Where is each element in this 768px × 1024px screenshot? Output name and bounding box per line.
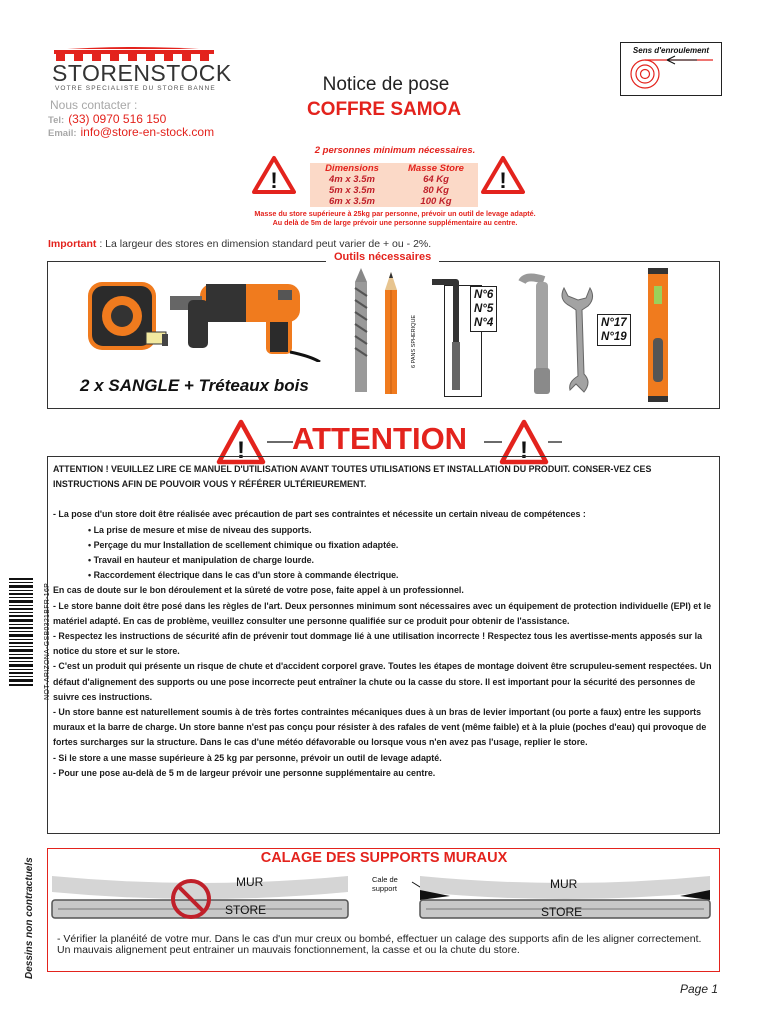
wall-label: MUR: [550, 877, 578, 891]
dimension-cell: 6m x 3.5m: [310, 196, 394, 207]
weight-note-2: Au delà de 5m de large prévoir une personne supplémentaire au centre.: [272, 218, 518, 227]
persons-note: 2 personnes minimum nécessaires.: [314, 145, 476, 156]
table-row: [310, 174, 478, 185]
mass-cell: 64 Kg: [394, 174, 478, 185]
attention-paragraph: - C'est un produit qui présente un risque de chute et d'accident corporel grave. Toutes les étapes de montage doivent être scrupuleu-sement respectées. Un défaut d'alignement des supports ou une pose incorrecte peut entraîner la chute ou la casse du store. Il est important pour la sécurité des personnes de suivre ces instructions.: [53, 661, 712, 702]
dessins-note: Dessins non contractuels: [24, 857, 35, 979]
winding-direction-label: Sens d'enroulement: [632, 46, 710, 55]
table-row: [310, 196, 478, 207]
important-note: [48, 238, 431, 250]
spirit-level-icon: [645, 268, 671, 402]
dimension-cell: 5m x 3.5m: [310, 185, 394, 196]
calage-title: CALAGE DES SUPPORTS MURAUX: [260, 850, 508, 866]
attention-paragraph: En cas de doute sur le bon déroulement et la sûreté de votre pose, faite appel à un professionnel.: [53, 585, 464, 596]
wall-label: MUR: [236, 875, 264, 889]
warning-icon: [481, 155, 525, 195]
attention-paragraph: - La pose d'un store doit être réalisée avec précaution de part ses contraintes et nécessite un certain niveau de compétences :: [53, 509, 586, 520]
wrench-size: N°19: [601, 331, 627, 343]
winding-direction-icon: [627, 55, 717, 95]
hex-size: N°4: [474, 317, 494, 329]
tel-key: Tel:: [48, 115, 65, 126]
logo-text: STORENSTOCK: [52, 60, 232, 86]
dimension-cell: 4m x 3.5m: [310, 174, 394, 185]
winding-direction-box: [620, 42, 722, 96]
attention-paragraph: - Un store banne est naturellement soumis à de très fortes contraintes mécaniques dues à un bras de levier important (ou porte a faux) entre les supports muraux et la barre de charge. Un store banne n'est pas conçu pour résister à des rafales de vent (même faible) et à la pluie (poches d'eau) qui provoque de fortes surcharges sur la structure. Dans le cas d'une météo défavorable ou lorsque vous n'en avez pas l'usage, replier le store.: [53, 707, 707, 748]
drill-icon: [170, 272, 330, 362]
weight-note-1: Masse du store supérieure à 25kg par personne, prévoir un outil de levage adapté.: [254, 209, 536, 218]
product-title: COFFRE SAMOA: [306, 99, 462, 120]
svg-text:!: !: [499, 168, 507, 193]
attention-paragraph: - Si le store a une masse supérieure à 25 kg par personne, prévoir un outil de levage adapté.: [53, 752, 442, 763]
attention-bullet: • Travail en hauteur et manipulation de charge lourde.: [88, 555, 315, 566]
important-label: Important: [48, 238, 97, 250]
drill-bit-icon: [350, 268, 372, 396]
attention-paragraph: - Pour une pose au-delà de 5 m de largeur prévoir une personne supplémentaire au centre.: [53, 767, 436, 778]
tools-title: Outils nécessaires: [326, 251, 439, 263]
cale-label-line: Cale de: [372, 875, 398, 884]
contact-label: Nous contacter :: [50, 98, 138, 112]
attention-paragraph: - Respectez les instructions de sécurité afin de prévenir tout dommage lié à une utilisation incorrecte ! Respectez tous les avertisse-ments apposés sur la notice du store et sur le store.: [53, 631, 703, 657]
barcode-text: NOT-ARIZONA-GSB0321BFR-16P: [44, 582, 51, 700]
wrench-sizes-label: [597, 314, 631, 346]
attention-bullet: • La prise de mesure et mise de niveau des supports.: [88, 524, 312, 535]
page-number: Page 1: [680, 982, 719, 996]
page-title: Notice de pose: [322, 74, 450, 95]
logo-tagline: VOTRE SPECIALISTE DU STORE BANNE: [55, 85, 216, 92]
hex-size: N°6: [474, 289, 494, 301]
cale-label-line: support: [372, 884, 398, 893]
svg-text:!: !: [237, 437, 245, 464]
email-link[interactable]: info@store-en-stock.com: [80, 125, 215, 139]
attention-bullet: • Perçage du mur Installation de scellement chimique ou fixation adaptée.: [88, 539, 399, 550]
table-header: Dimensions: [310, 163, 394, 174]
table-header: Masse Store: [394, 163, 478, 174]
attention-bullet: • Raccordement électrique dans le cas d'un store à commande électrique.: [88, 570, 399, 581]
attention-text: [53, 462, 717, 781]
hex-key-caption: 6 PANS SPHERIQUE: [411, 314, 417, 368]
email-key: Email:: [48, 128, 77, 139]
weight-table: [310, 163, 478, 207]
calage-note: - Vérifier la planéité de votre mur. Dans le cas d'un mur creux ou bombé, effectuer un calage des supports afin de les aligner correctement. Un mauvais alignement peut entrainer un mauvais fonctionnement, la casse et ou la chute du store.: [57, 933, 702, 956]
hex-key-icon: [426, 272, 466, 394]
mass-cell: 80 Kg: [394, 185, 478, 196]
svg-text:!: !: [520, 437, 528, 464]
cale-label: [372, 875, 398, 893]
store-label: STORE: [541, 905, 583, 919]
mass-cell: 100 Kg: [394, 196, 478, 207]
sangle-label: 2 x SANGLE + Tréteaux bois: [80, 376, 309, 395]
svg-text:!: !: [270, 168, 278, 193]
contact-email: [48, 125, 214, 139]
attention-intro: ATTENTION ! VEUILLEZ LIRE CE MANUEL D'UTILISATION AVANT TOUTES UTILISATIONS ET INSTALLATION DU PRODUIT. CONSER-VEZ CES INSTRUCTIONS AFIN DE POUVOIR VOUS Y RÉFÉRER ULTÉRIEUREMENT.: [53, 464, 652, 490]
tape-measure-icon: [84, 276, 170, 358]
wrench-icon: [556, 284, 596, 396]
hex-sizes-label: [470, 286, 497, 332]
socket-wrench-icon: [514, 272, 554, 398]
table-row: [310, 185, 478, 196]
warning-icon: [252, 155, 296, 195]
hex-size: N°5: [474, 303, 494, 315]
attention-title: ATTENTION: [292, 421, 468, 456]
attention-paragraph: - Le store banne doit être posé dans les règles de l'art. Deux personnes minimum sont nécessaires avec un équipement de protection individuelle (EPI) et le matériel adapté. En cas de problème, veuillez consulter une personne qualifiée sur ce produit pour obtenir de l'assistance.: [53, 600, 712, 626]
forbidden-icon: [167, 877, 215, 921]
tel-value[interactable]: (33) 0970 516 150: [68, 112, 167, 126]
pencil-icon: [382, 272, 400, 396]
barcode-icon: [9, 578, 33, 688]
store-label: STORE: [225, 903, 267, 917]
wrench-size: N°17: [601, 317, 627, 329]
important-text: : La largeur des stores en dimension standard peut varier de + ou - 2%.: [96, 238, 432, 250]
